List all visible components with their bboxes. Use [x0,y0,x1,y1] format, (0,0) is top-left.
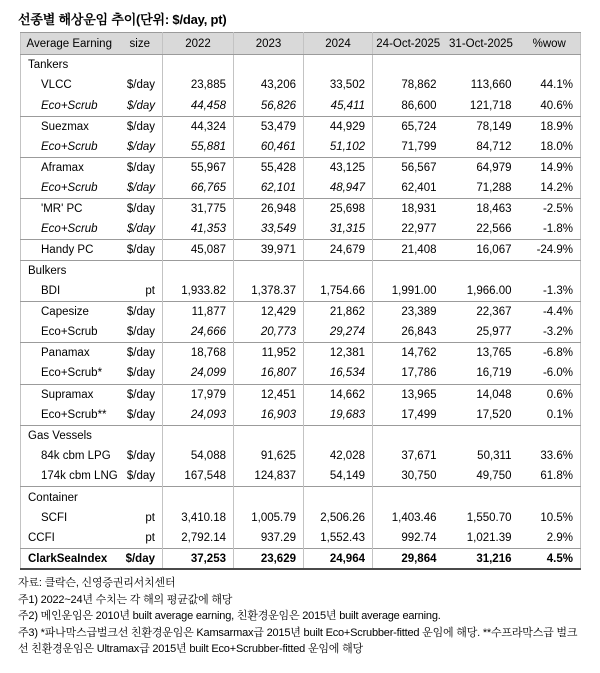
row-value [519,425,581,446]
row-value: 61.8% [540,470,573,483]
header-row [21,33,581,55]
row-unit: $/day [118,446,163,467]
row-value: 43,206 [234,75,304,96]
row-value: 66,765 [163,178,234,199]
row-unit: $/day [118,322,163,343]
row-value: 0.1% [546,408,573,421]
row-value: -4.4% [519,302,581,323]
column-header-24-oct: 24-Oct-2025 [373,33,444,55]
row-value: 14.9% [519,157,581,178]
row-value: 12,429 [234,302,304,323]
row-value: 11,877 [163,302,234,323]
row-value: 25,977 [476,326,512,339]
row-value: 40.6% [540,99,573,112]
row-value: 31,315 [304,219,373,240]
row-label: Eco+Scrub [41,140,98,153]
row-value: 937.29 [234,528,304,549]
row-value: 25,698 [304,199,373,220]
row-value: 23,885 [163,75,234,96]
row-unit: $/day [118,549,163,570]
row-label: 174k cbm LNG [41,470,118,483]
row-label: Container [21,487,118,508]
column-header-2024: 2024 [304,33,373,55]
row-value: 44,324 [163,116,234,137]
table-row [21,137,581,158]
row-value: 13,765 [444,343,519,364]
row-value [304,425,373,446]
row-value: 24,666 [163,322,234,343]
row-value: 64,979 [444,157,519,178]
row-value: 18,768 [163,343,234,364]
row-label: Eco+Scrub** [41,408,107,421]
row-value: 1,966.00 [466,285,512,298]
row-value: 44.1% [540,79,573,92]
row-unit [118,55,163,76]
row-value: 0.6% [519,384,581,405]
row-value [444,55,519,76]
row-value [234,55,304,76]
row-value [519,260,581,281]
section-row [21,260,581,281]
row-value: 44,929 [304,116,373,137]
table-row [21,116,581,137]
row-value: -6.0% [542,367,573,380]
row-unit: $/day [118,157,163,178]
row-label: Tankers [28,59,69,72]
row-value: 86,600 [401,99,437,112]
row-value: 1,552.43 [304,528,373,549]
row-label: Panamax [21,343,118,364]
row-value: 16,067 [444,240,519,261]
row-value [444,425,519,446]
table-row [21,528,581,549]
table-row [21,75,581,96]
row-value: 24,679 [304,240,373,261]
row-unit [118,260,163,281]
row-value: 113,660 [470,79,512,92]
row-value: 37,253 [163,549,234,570]
column-header-average-earning: Average Earning [21,33,118,55]
row-value [234,487,304,508]
table-row [21,446,581,467]
row-value: 56,826 [234,96,304,117]
row-value: 2,792.14 [163,528,234,549]
row-value: 26,843 [401,326,437,339]
row-unit: $/day [118,199,163,220]
row-label: Aframax [21,157,118,178]
row-unit: $/day [118,96,163,117]
row-label: SCFI [41,511,68,524]
row-value: 60,461 [234,137,304,158]
row-value [373,487,444,508]
row-value: 14,048 [444,384,519,405]
row-value: 12,381 [304,343,373,364]
table-body [21,55,581,570]
row-value: 48,947 [304,178,373,199]
table-row [21,302,581,323]
row-value: 43,125 [304,157,373,178]
row-value: -6.8% [519,343,581,364]
row-unit: $/day [118,363,163,384]
row-value: 33,502 [304,75,373,96]
row-value: 49,750 [476,470,512,483]
row-value: 33.6% [540,450,573,463]
row-value: 3,410.18 [163,508,234,529]
row-value: 1,021.39 [466,532,512,545]
row-value: 21,408 [373,240,444,261]
footnotes [18,575,584,658]
row-value: 23,629 [234,549,304,570]
row-value: 11,952 [234,343,304,364]
row-value: 20,773 [234,322,304,343]
row-value: 14,762 [373,343,444,364]
row-value [163,425,234,446]
row-value: 29,864 [373,549,444,570]
table-row [21,363,581,384]
row-label: Eco+Scrub [41,326,98,339]
row-value: 33,549 [234,219,304,240]
row-value [373,260,444,281]
row-value: 16,807 [234,363,304,384]
row-value: 18,931 [373,199,444,220]
row-value: 55,881 [163,137,234,158]
row-value: 2.9% [546,532,573,545]
section-row [21,487,581,508]
row-value: 22,367 [444,302,519,323]
table-row [21,405,581,426]
row-value: 31,775 [163,199,234,220]
row-value: 45,087 [163,240,234,261]
row-unit [118,487,163,508]
row-label: Suezmax [21,116,118,137]
row-value: -2.5% [519,199,581,220]
row-unit [118,425,163,446]
table-row [21,384,581,405]
row-value: 17,520 [476,408,512,421]
row-value: -24.9% [519,240,581,261]
column-header-2023: 2023 [234,33,304,55]
row-value [519,55,581,76]
table-row [21,281,581,302]
row-label: ClarkSeaIndex [21,549,118,570]
table-row [21,157,581,178]
row-value: 91,625 [234,446,304,467]
row-label: Eco+Scrub [41,223,98,236]
row-value: 1,378.37 [234,281,304,302]
table-header [21,33,581,55]
table-row [21,199,581,220]
row-value: 18.9% [519,116,581,137]
row-value: 62,401 [401,182,437,195]
row-value [444,260,519,281]
row-value: 31,216 [444,549,519,570]
row-label: Gas Vessels [21,425,118,446]
row-value: 14,662 [304,384,373,405]
row-value: 84,712 [476,140,512,153]
table-row [21,240,581,261]
row-value: 16,719 [476,367,512,380]
row-value: 45,411 [304,96,373,117]
row-value [304,487,373,508]
row-label: Bulkers [21,260,118,281]
row-value: 24,964 [304,549,373,570]
row-unit: $/day [118,178,163,199]
row-value: 26,948 [234,199,304,220]
row-value: 23,389 [373,302,444,323]
row-value: 4.5% [519,549,581,570]
row-value: 71,799 [401,140,437,153]
row-value: 18,463 [444,199,519,220]
row-unit: $/day [118,240,163,261]
table-row [21,466,581,487]
row-value [519,487,581,508]
row-unit: $/day [118,405,163,426]
row-unit: pt [118,528,163,549]
row-value: 1,991.00 [391,285,437,298]
note-2: 주2) 메인운임은 2010년 built average earning, 친환경운임은 2015년 built average earning. [18,610,441,623]
row-value [304,55,373,76]
row-value: -1.8% [542,223,573,236]
row-value: 65,724 [373,116,444,137]
row-value: 14.2% [540,182,573,195]
row-value: 24,093 [163,405,234,426]
row-unit: $/day [118,116,163,137]
row-value: 22,566 [476,223,512,236]
row-unit: $/day [118,466,163,487]
row-value: 1,005.79 [234,508,304,529]
row-label: 84k cbm LPG [41,450,111,463]
row-value [163,260,234,281]
row-value: 41,353 [163,219,234,240]
row-value: 39,971 [234,240,304,261]
row-unit: pt [118,281,163,302]
section-row [21,425,581,446]
row-value: 16,534 [304,363,373,384]
row-value [444,487,519,508]
row-label: Eco+Scrub [41,99,98,112]
table-row [21,178,581,199]
table-row [21,322,581,343]
row-value: 62,101 [234,178,304,199]
note-3: 주3) *파나막스급벌크선 친환경운임은 Kamsarmax급 2015년 built Eco+Scrubber-fitted 운임에 해당. **수프라막스급 벌크선 친환경운임은 Ultramax급 2015년 built Eco+Scrubber-fitted 운임에 해당 [18,626,578,656]
row-unit: $/day [118,75,163,96]
row-value: 2,506.26 [304,508,373,529]
row-value: 37,671 [401,450,437,463]
row-label: Eco+Scrub [41,182,98,195]
row-value: 56,567 [373,157,444,178]
table-row [21,343,581,364]
row-value: 1,933.82 [163,281,234,302]
row-label: VLCC [41,79,72,92]
row-label: BDI [41,285,61,298]
row-value: 71,288 [476,182,512,195]
row-value: 53,479 [234,116,304,137]
row-label: Handy PC [21,240,118,261]
row-value [163,487,234,508]
row-unit: $/day [118,384,163,405]
table-row [21,549,581,570]
row-value: 1,550.70 [466,511,512,524]
row-value: 29,274 [304,322,373,343]
row-value: 124,837 [234,466,304,487]
column-header-size: size [118,33,163,55]
row-value: 78,862 [401,79,437,92]
row-value [163,55,234,76]
row-value: 50,311 [477,450,512,463]
note-1: 주1) 2022~24년 수치는 각 해의 평균값에 해당 [18,593,233,606]
row-value: 21,862 [304,302,373,323]
row-value: 992.74 [401,532,437,545]
row-value [304,260,373,281]
row-value: 1,754.66 [304,281,373,302]
row-value: 30,750 [401,470,437,483]
row-unit: pt [118,508,163,529]
row-value: 44,458 [163,96,234,117]
row-value: 22,977 [401,223,437,236]
row-value: 55,967 [163,157,234,178]
row-label: Capesize [21,302,118,323]
row-value [373,425,444,446]
row-unit: $/day [118,302,163,323]
row-label: Eco+Scrub* [41,367,103,380]
row-value: 17,499 [401,408,437,421]
row-unit: $/day [118,137,163,158]
row-value [373,55,444,76]
row-value: 17,786 [401,367,437,380]
row-value: 16,903 [234,405,304,426]
row-value [234,260,304,281]
table-row [21,508,581,529]
row-value: 12,451 [234,384,304,405]
row-value: 78,149 [444,116,519,137]
row-value: 1,403.46 [391,511,437,524]
row-value: -3.2% [542,326,573,339]
table-row [21,96,581,117]
row-value: 17,979 [163,384,234,405]
row-value: 121,718 [469,99,512,112]
table-row [21,219,581,240]
row-value: 18.0% [540,140,573,153]
row-value: 54,149 [304,466,373,487]
row-unit: $/day [118,343,163,364]
column-header-wow: %wow [519,33,581,55]
row-value: 42,028 [304,446,373,467]
row-value: 24,099 [163,363,234,384]
page-title: 선종별 해상운임 추이(단위: $/day, pt) [18,12,227,27]
section-row [21,55,581,76]
row-value [234,425,304,446]
row-value: -1.3% [542,285,573,298]
row-value: 10.5% [540,511,573,524]
row-value: 54,088 [163,446,234,467]
row-value: 167,548 [163,466,234,487]
column-header-31-oct: 31-Oct-2025 [444,33,519,55]
row-value: 51,102 [304,137,373,158]
row-label: CCFI [28,532,55,545]
row-label: Supramax [21,384,118,405]
row-unit: $/day [118,219,163,240]
row-value: 19,683 [304,405,373,426]
row-value: 13,965 [373,384,444,405]
earnings-table [20,32,581,570]
source-note: 자료: 클락슨, 신영증권리서치센터 [18,577,176,590]
row-value: 55,428 [234,157,304,178]
row-label: 'MR' PC [21,199,118,220]
column-header-2022: 2022 [163,33,234,55]
